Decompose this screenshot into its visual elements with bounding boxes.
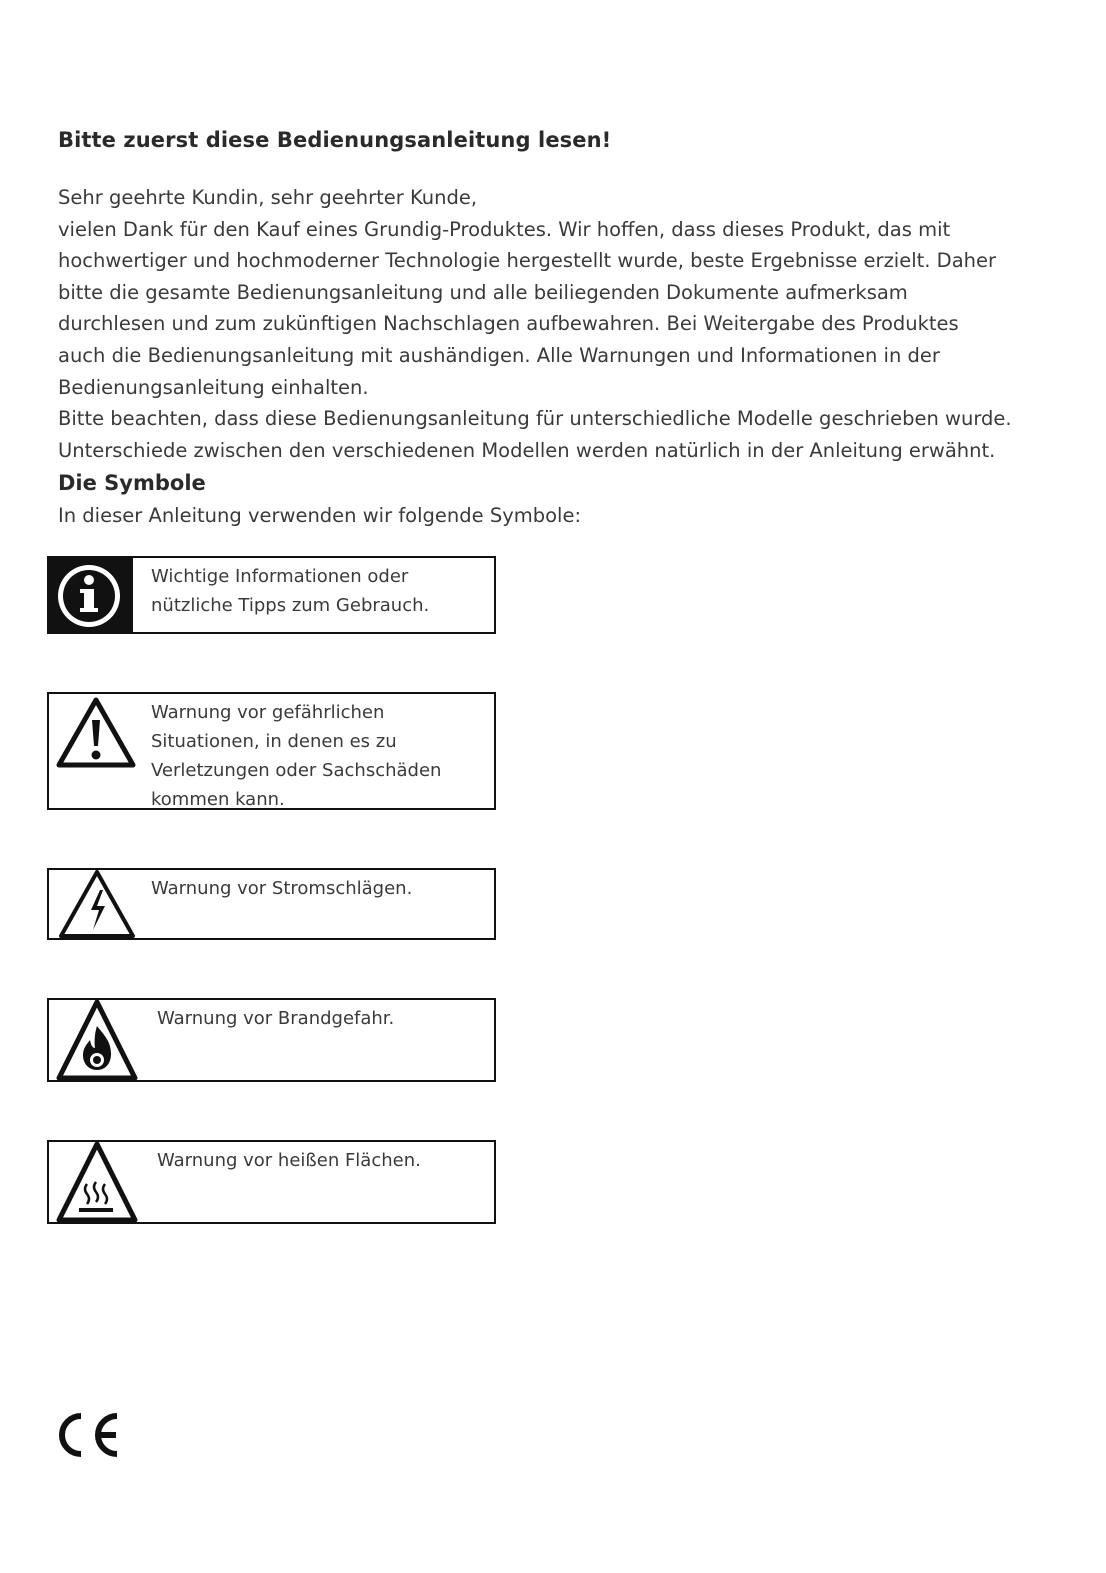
symbol-description <box>151 562 429 620</box>
symbol-info-box <box>47 556 496 634</box>
symbol-description <box>151 698 441 814</box>
symbol-description <box>157 1004 394 1033</box>
intro-line: Bedienungsanleitung einhalten. <box>58 375 369 399</box>
symbol-warning-box <box>47 692 496 810</box>
intro-line: auch die Bedienungsanleitung mit aushändigen. Alle Warnungen und Informationen in der <box>58 343 940 367</box>
symbol-shock-box <box>47 868 496 940</box>
symbol-line: kommen kann. <box>151 789 285 810</box>
intro-text <box>58 182 1068 466</box>
symbol-line: nützliche Tipps zum Gebrauch. <box>151 595 430 616</box>
symbol-line: Warnung vor gefährlichen <box>151 702 385 723</box>
symbols-heading: Die Symbole <box>58 471 206 495</box>
electric-shock-warning-icon <box>49 870 139 940</box>
intro-line: Unterschiede zwischen den verschiedenen Modellen werden natürlich in der Anleitung erwähnt. <box>58 438 996 462</box>
intro-line: hochwertiger und hochmoderner Technologie hergestellt wurde, beste Ergebnisse erzielt. Daher <box>58 249 997 273</box>
symbol-line: Warnung vor Brandgefahr. <box>157 1008 395 1029</box>
symbol-line: Verletzungen oder Sachschäden <box>151 760 442 781</box>
hot-surface-warning-icon <box>49 1142 139 1224</box>
symbol-line: Situationen, in denen es zu <box>151 731 397 752</box>
symbols-intro: In dieser Anleitung verwenden wir folgende Symbole: <box>58 504 582 527</box>
symbol-hot-surface-box <box>47 1140 496 1224</box>
warning-exclamation-icon <box>49 694 139 774</box>
page-title: Bitte zuerst diese Bedienungsanleitung lesen! <box>58 128 612 152</box>
info-icon <box>49 558 133 632</box>
symbol-line: Warnung vor Stromschlägen. <box>151 878 413 899</box>
symbol-line: Warnung vor heißen Flächen. <box>157 1150 421 1171</box>
intro-line: Bitte beachten, dass diese Bedienungsanleitung für unterschiedliche Modelle geschrieben wurde. <box>58 407 1012 431</box>
intro-line: bitte die gesamte Bedienungsanleitung und alle beiliegenden Dokumente aufmerksam <box>58 280 908 304</box>
intro-line: Sehr geehrte Kundin, sehr geehrter Kunde, <box>58 186 478 209</box>
symbol-description <box>157 1146 421 1175</box>
symbol-description <box>151 874 412 903</box>
ce-mark-logo <box>55 1410 125 1460</box>
symbol-line: Wichtige Informationen oder <box>151 566 409 587</box>
symbol-fire-box <box>47 998 496 1082</box>
intro-line: durchlesen und zum zukünftigen Nachschlagen aufbewahren. Bei Weitergabe des Produktes <box>58 312 959 336</box>
fire-warning-icon <box>49 1000 139 1082</box>
intro-line: vielen Dank für den Kauf eines Grundig-Produktes. Wir hoffen, dass dieses Produkt, das mit <box>58 217 951 241</box>
